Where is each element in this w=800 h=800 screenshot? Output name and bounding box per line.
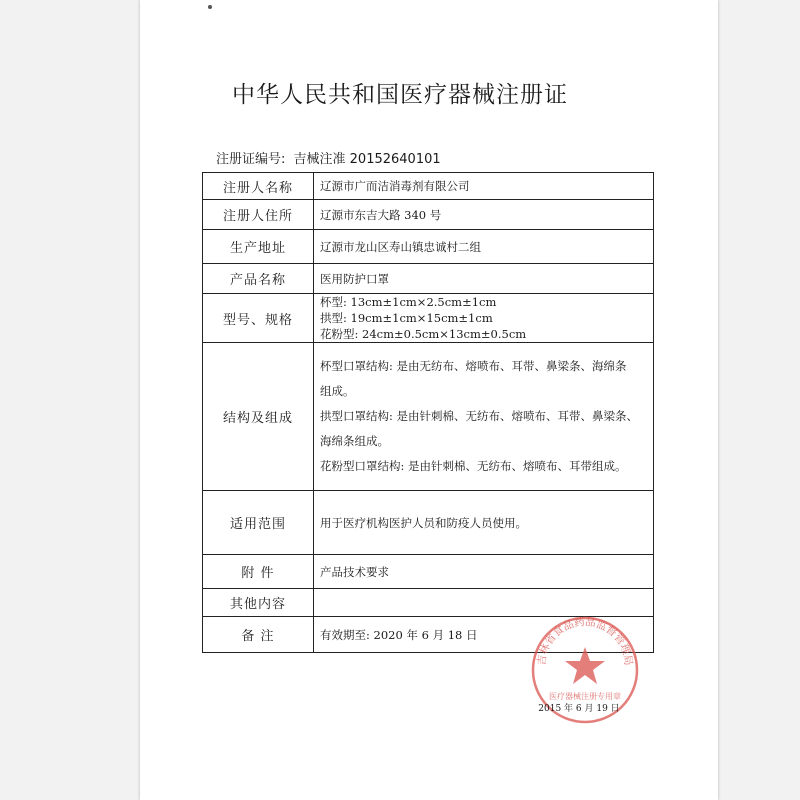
- certificate-table: [202, 172, 654, 653]
- seal-star-icon: [565, 647, 605, 684]
- table-row: [203, 555, 654, 589]
- registrant-address-label: 注册人住所: [203, 200, 314, 230]
- table-row: [203, 200, 654, 230]
- model-line: 拱型: 19cm±1cm×15cm±1cm: [320, 311, 493, 325]
- scope-value: 用于医疗机构医护人员和防疫人员使用。: [314, 491, 654, 555]
- attachment-label: 附 件: [203, 555, 314, 589]
- product-name-value: 医用防护口罩: [314, 264, 654, 294]
- table-row: [203, 343, 654, 491]
- remarks-value: 有效期至: 2020 年 6 月 18 日: [314, 617, 654, 653]
- other-value: [314, 589, 654, 617]
- table-row: [203, 589, 654, 617]
- seal-sub-text: 医疗器械注册专用章: [549, 692, 621, 701]
- table-row: [203, 230, 654, 264]
- attachment-value: 产品技术要求: [314, 555, 654, 589]
- models-label: 型号、规格: [203, 294, 314, 343]
- table-row: [203, 491, 654, 555]
- official-seal-stamp: [530, 615, 640, 725]
- registration-number-value: 吉械注准 20152640101: [293, 152, 441, 167]
- product-name-label: 产品名称: [203, 264, 314, 294]
- model-line: 杯型: 13cm±1cm×2.5cm±1cm: [320, 295, 497, 309]
- page-title: 中华人民共和国医疗器械注册证: [232, 82, 568, 108]
- structure-line: 组成。: [320, 384, 355, 398]
- registration-number-label: 注册证编号:: [216, 152, 286, 167]
- table-row: [203, 264, 654, 294]
- seal-date: 2015 年 6 月 19 日: [538, 704, 620, 714]
- remarks-label: 备 注: [203, 617, 314, 653]
- structure-line: 海绵条组成。: [320, 434, 389, 448]
- structure-line: 拱型口罩结构: 是由针刺棉、无纺布、熔喷布、耳带、鼻梁条、: [320, 409, 639, 423]
- registrant-name-value: 辽源市广而洁消毒剂有限公司: [314, 173, 654, 200]
- structure-line: 杯型口罩结构: 是由无纺布、熔喷布、耳带、鼻梁条、海绵条: [320, 359, 627, 373]
- scan-dot: [208, 5, 212, 9]
- other-label: 其他内容: [203, 589, 314, 617]
- registrant-address-value: 辽源市东吉大路 340 号: [314, 200, 654, 230]
- production-address-label: 生产地址: [203, 230, 314, 264]
- production-address-value: 辽源市龙山区寿山镇忠诚村二组: [314, 230, 654, 264]
- registration-number: [216, 148, 441, 167]
- scope-label: 适用范围: [203, 491, 314, 555]
- model-line: 花粉型: 24cm±0.5cm×13cm±0.5cm: [320, 327, 527, 341]
- table-row: [203, 173, 654, 200]
- structure-value: [314, 343, 654, 491]
- table-row: [203, 294, 654, 343]
- seal-ring-text: 吉林省食品药品监督管理局: [535, 616, 635, 667]
- registrant-name-label: 注册人名称: [203, 173, 314, 200]
- models-value: [314, 294, 654, 343]
- structure-line: 花粉型口罩结构: 是由针刺棉、无纺布、熔喷布、耳带组成。: [320, 459, 627, 473]
- structure-label: 结构及组成: [203, 343, 314, 491]
